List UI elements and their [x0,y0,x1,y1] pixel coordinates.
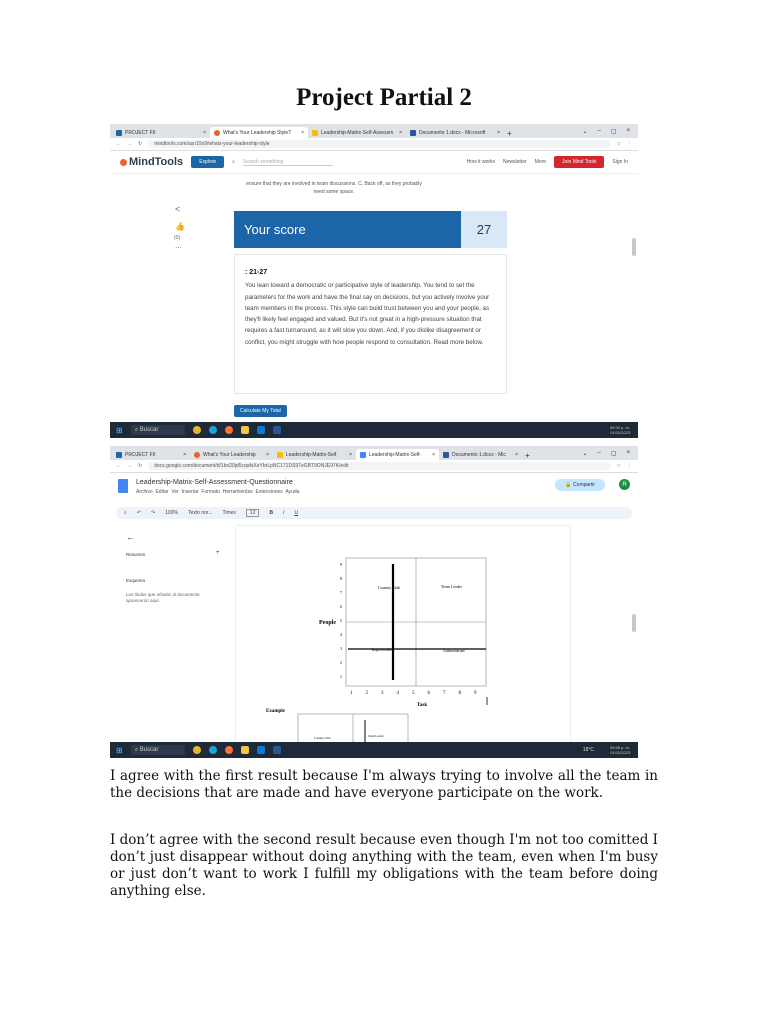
menu-item[interactable]: Insertar [181,489,199,495]
taskbar [110,422,638,438]
chevron-down-icon[interactable]: ⌄ [582,450,588,457]
url-field[interactable]: docs.google.com/document/d/1bo20jd5cqafsXeYbrLpNC171DS97eGBT9ONJE97K/edit [148,462,610,470]
reload-icon[interactable]: ↻ [138,463,143,469]
chrome-icon[interactable] [193,746,201,754]
x-tick-label: 2 [365,691,368,696]
underline-icon[interactable]: U [294,510,299,516]
docs-header [110,473,638,507]
chevron-down-icon[interactable]: ⌄ [582,128,588,135]
restore-icon[interactable]: ▢ [610,128,617,135]
y-tick-label: 6 [340,604,342,609]
docs-menubar [136,489,299,495]
y-tick-label: 1 [340,674,342,679]
x-tick-label: 3 [381,691,384,696]
lock-icon: 🔒 [565,482,574,488]
x-tick-label: 6 [427,691,430,696]
snippet-text: ensure that they are involved in team discussions. C. Back off, as they probably need some space. [246,181,422,195]
tab-favicon-icon [410,130,416,136]
browser-tab[interactable]: Documento 1.docx - Mic × [439,449,522,460]
quadrant-label-impoverished: Impoverished [372,647,394,652]
paragraph-disagree: I don’t agree with the second result because even though I'm not too comitted I don’t just disappear without doing anything with the team, even when I'm busy or just don’t want to work I fulfill my obligations with the team before doing anything else. [110,832,658,899]
search-icon: ⌕ [134,427,140,433]
y-tick-label: 2 [340,660,342,665]
score-banner [234,211,507,248]
edge-icon[interactable] [209,426,217,434]
tab-favicon-icon [116,452,122,458]
add-summary-icon[interactable]: + [216,550,220,556]
font-select[interactable]: Times [222,510,236,516]
menu-item[interactable]: Editar [155,489,169,495]
x-tick-label: 7 [443,691,446,696]
logo-icon [120,159,127,166]
restore-icon[interactable]: ▢ [610,450,617,457]
close-icon[interactable]: × [626,128,630,134]
new-tab-icon[interactable]: + [507,129,512,138]
search-icon: ⌕ [134,747,140,753]
scrollbar[interactable] [632,238,636,256]
y-tick-label: 7 [340,590,342,595]
y-ticks [340,562,342,679]
new-tab-icon[interactable]: + [525,451,530,460]
star-icon[interactable]: ☆ [616,463,621,469]
join-button[interactable]: Join Mind Tools [554,156,604,168]
scrollbar[interactable] [632,614,636,632]
tab-favicon-icon [116,130,122,136]
firefox-icon[interactable] [225,746,233,754]
browser-tabbar [110,446,638,460]
browser-tab[interactable]: Leadership-Matrix-Self × [273,449,356,460]
windows-icon[interactable]: ⊞ [116,425,123,435]
italic-icon[interactable]: I [283,510,285,516]
screenshot-google-docs [110,446,638,758]
score-value: 27 [461,211,507,248]
sidebar-outline: Esquema [126,578,146,583]
mail-icon[interactable] [257,426,265,434]
tab-favicon-icon [443,452,449,458]
share-button[interactable]: 🔒 Compartir [555,479,605,491]
edge-icon[interactable] [209,746,217,754]
calculate-button[interactable]: Calculate My Total [234,405,287,417]
y-axis-label: People [319,620,336,626]
example-label-country-club: Country Club [314,736,331,740]
browser-tab[interactable]: Documento 1.docx - Microsoft × [406,127,504,138]
x-tick-label: 5 [412,691,415,696]
reload-icon[interactable]: ↻ [138,141,143,147]
score-range: : 21-27 [245,269,268,276]
forward-icon[interactable]: → [127,463,132,469]
quadrant-label-country-club: Country Club [378,585,400,590]
browser-tabbar [110,124,638,138]
menu-icon[interactable]: ⋮ [627,141,632,147]
explore-button[interactable]: Explore [191,156,224,168]
tab-favicon-icon [277,452,283,458]
url-field[interactable]: mindtools.com/asn10o9/whats-your-leadership-style [148,140,610,148]
star-icon[interactable]: ☆ [616,141,621,147]
bold-icon[interactable]: B [269,510,274,516]
taskbar [110,742,638,758]
doc-title[interactable]: Leadership-Matrix-Self-Assessment-Questionnaire [136,479,293,486]
y-tick-label: 3 [340,646,342,651]
page-title: Project Partial 2 [296,84,472,111]
menu-item[interactable]: Archivo [136,489,153,495]
address-bar [110,138,638,151]
tab-favicon-icon [194,452,200,458]
newsletter-link[interactable]: Newsletter [503,159,527,165]
redo-icon[interactable]: ↷ [151,510,156,516]
word-icon[interactable] [273,746,281,754]
back-icon[interactable]: ← [116,141,121,147]
quadrant-label-team-leader: Team Leader [441,584,462,589]
minimize-icon[interactable]: – [597,128,601,134]
browser-tab[interactable]: PROJECT FII × [112,127,210,138]
score-label: Your score [234,211,461,248]
window-controls [582,124,638,138]
mindtools-nav [110,151,638,174]
avatar[interactable]: R [619,479,630,490]
menu-item[interactable]: Formato [201,489,220,495]
document-page[interactable] [236,526,570,742]
menu-item[interactable]: Herramientas [222,489,253,495]
menu-icon[interactable]: ⋮ [627,463,632,469]
docs-title-block [136,479,299,495]
result-text: You lean toward a democratic or participative style of leadership. You tend to set the parameters for the work and have the final say on decisions, but you actively involve your team members in the process. This style can build trust between you and your people, as they'll likely feel engaged and valued. But it's not great in a high-pressure situation that requires a fast turnaround, as it will slow you down. And, if you dislike disagreement or conflict, you might struggle with how people respond to consultation. Read more below. [245,282,490,346]
y-tick-label: 9 [340,562,342,567]
x-ticks [350,691,477,696]
like-count: (0) [174,235,181,241]
share-icon[interactable]: < [175,204,181,214]
browser-tab-active[interactable]: Leadership-Matrix-Self- × [356,449,439,460]
weather-widget[interactable]: 18°C [582,747,594,753]
y-tick-label: 8 [340,576,342,581]
windows-icon[interactable]: ⊞ [116,745,123,755]
clock[interactable]: 09:32 p. m. 01/11/2023 [609,425,630,435]
tab-favicon-icon [214,130,220,136]
menu-item[interactable]: Ver [171,489,179,495]
back-icon[interactable]: ← [116,463,121,469]
taskbar-search[interactable]: ⌕ Buscar [131,425,185,435]
browser-tab-active[interactable]: What's Your Leadership Style? × [210,127,308,138]
leadership-grid [236,526,570,742]
x-tick-label: 4 [396,691,399,696]
search-icon: ⌕ [232,159,235,165]
how-it-works-link[interactable]: How it works [466,159,496,165]
firefox-icon[interactable] [225,426,233,434]
forward-icon[interactable]: → [127,141,132,147]
sidebar-outline-hint: Los títulos que añadas al documento aparecerán aquí. [126,592,200,603]
quadrant-label-authoritarian: Authoritarian [443,648,465,653]
window-controls [582,446,638,460]
docs-logo-icon[interactable] [118,479,128,493]
style-select[interactable]: Texto nor... [188,510,213,516]
y-tick-label: 5 [340,618,342,623]
paragraph-agree: I agree with the first result because I'm always trying to involve all the team in the decisions that are made and have everyone participate on the work. [110,768,658,801]
search-icon[interactable]: ⌕ [124,510,127,516]
minimize-icon[interactable]: – [597,450,601,456]
mindtools-logo[interactable]: MindTools [120,156,183,168]
y-tick-label: 4 [340,632,342,637]
menu-item[interactable]: Extensiones [255,489,283,495]
mail-icon[interactable] [257,746,265,754]
word-icon[interactable] [273,426,281,434]
taskbar-search[interactable]: ⌕ Buscar [131,745,185,755]
menu-item[interactable]: Ayuda [285,489,300,495]
example-label-team-leader: Team Leader [368,734,384,738]
folder-icon[interactable] [241,746,249,754]
docs-toolbar [116,507,632,519]
chrome-icon[interactable] [193,426,201,434]
example-label: Example [266,709,285,714]
font-size-field[interactable]: 12 [246,509,260,517]
x-tick-label: 1 [350,691,353,696]
browser-tab[interactable]: What's Your Leadership × [190,449,273,460]
x-tick-label: 9 [474,691,477,696]
x-axis-label: Task [417,703,428,708]
search-input[interactable]: Search something [243,159,333,166]
undo-icon[interactable]: ↶ [136,510,142,516]
sign-in-link[interactable]: Sign In [612,159,628,165]
zoom-select[interactable]: 100% [165,510,179,516]
x-tick-label: 8 [458,691,461,696]
like-icon[interactable]: 👍 [175,222,185,231]
result-box [234,254,507,394]
more-link[interactable]: More [534,159,547,165]
browser-tab[interactable]: PROJECT FII × [112,449,190,460]
clock[interactable]: 09:45 p. m. 01/11/2023 [609,745,630,755]
tab-favicon-icon [360,452,366,458]
folder-icon[interactable] [241,426,249,434]
sidebar-summary[interactable]: Resumen [126,552,146,557]
address-bar [110,460,638,473]
tab-favicon-icon [312,130,318,136]
screenshot-mindtools [110,124,638,438]
more-options-icon[interactable]: ⋯ [175,245,182,252]
back-arrow-icon[interactable]: ← [126,532,135,542]
close-icon[interactable]: × [626,450,630,456]
browser-tab[interactable]: Leadership-Matrix-Self-Assessm × [308,127,406,138]
